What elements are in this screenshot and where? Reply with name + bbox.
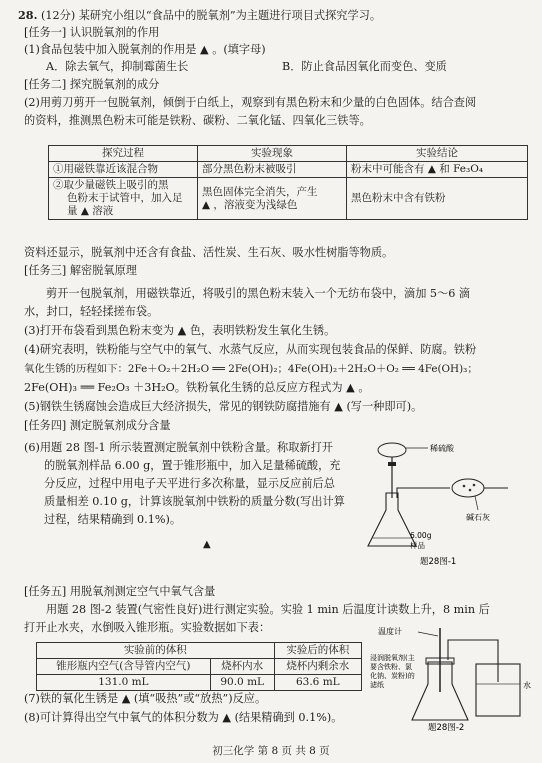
- label-paper-3: 化钠、炭粉)的: [370, 672, 415, 680]
- q6-line2: 的脱氧剂样品 6.00 g，置于锥形瓶中，加入足量稀硫酸，充: [44, 459, 341, 472]
- delivery-tube: [397, 488, 450, 498]
- q1-option-b: B．防止食品因氧化而变色、变质: [282, 60, 447, 73]
- stopcock: [388, 462, 396, 466]
- q6-line4: 质量相差 0.10 g，计算该脱氧剂中铁粉的质量分数(写出计算: [44, 495, 345, 508]
- cell-line: ②取少量磁铁上吸引的黑: [53, 179, 169, 191]
- table-cell: 烧杯内水: [210, 659, 274, 675]
- q6-line1: (6)用题 28 图-1 所示装置测定脱氧剂中铁粉含量。称取新打开: [24, 441, 333, 454]
- table-header: 实验后的体积: [274, 643, 361, 659]
- q4-line2: 氧化生锈的历程如下：2Fe＋O₂＋2H₂O ══ 2Fe(OH)₂；4Fe(OH)₂＋2H₂O＋O₂ ══ 4Fe(OH)₃；: [24, 363, 478, 375]
- task5-title: [任务五] 用脱氧剂测定空气中氧气含量: [24, 585, 216, 598]
- q4-line3: 2Fe(OH)₃ ══ Fe₂O₃ ＋3H₂O。铁粉氧化生锈的总反应方程式为 ▲ 。: [24, 381, 370, 394]
- figure-28-1: [360, 438, 535, 568]
- task5-line1: 用题 28 图-2 装置(气密性良好)进行测定实验。实验 1 min 后温度计读数上升，8 min 后: [46, 603, 490, 616]
- q2-line1: (2)用剪刀剪开一包脱氧剂，倾倒于白纸上，观察到有黑色粉末和少量的白色固体。结合查阅: [24, 96, 477, 109]
- table-cell: [198, 178, 347, 220]
- task1-title: [任务一] 认识脱氧剂的作用: [24, 26, 160, 39]
- table-cell: 部分黑色粉末被吸引: [198, 162, 347, 178]
- q8-text: (8)可计算得出空气中氧气的体积分数为 ▲ (结果精确到 0.1%)。: [24, 711, 343, 724]
- task5-line2: 打开止水夹，水倒吸入锥形瓶。实验数据如下表：: [24, 621, 271, 634]
- label-mass: 6.00g: [410, 531, 432, 540]
- drying-tube-bulb: [452, 479, 484, 497]
- label-water: 水: [523, 681, 531, 690]
- q5-text: (5)钢铁生锈腐蚀会造成巨大经济损失，常见的钢铁防腐措施有 ▲ (写一种即可)。: [24, 400, 423, 413]
- table-header: 实验结论: [347, 146, 528, 162]
- table-cell: 63.6 mL: [274, 675, 361, 691]
- table-header: 实验现象: [198, 146, 347, 162]
- cell-line: 黑色固体完全消失，产生: [202, 185, 318, 198]
- q7-text: (7)铁的氧化生锈是 ▲ (填“吸热”或“放热”)反应。: [24, 692, 267, 705]
- cell-line: 量 ▲ 溶液: [67, 205, 114, 217]
- q2-line2: 的资料，推测黑色粉末可能是铁粉、碳粉、二氧化锰、四氧化三铁等。: [24, 114, 371, 127]
- table-cell: 黑色粉末中含有铁粉: [347, 178, 528, 220]
- label-thermometer: 温度计: [378, 627, 402, 636]
- q6-line5: 过程，结果精确到 0.1%)。: [44, 513, 182, 526]
- q1-option-a: A．除去氧气，抑制霉菌生长: [46, 60, 189, 73]
- table-cell: [49, 178, 198, 220]
- task4-title: [任务四] 测定脱氧剂成分含量: [24, 419, 171, 432]
- task3-line2: 水，封口，轻轻揉搓布袋。: [24, 305, 159, 318]
- table-header: 探究过程: [49, 146, 198, 162]
- label-paper-4: 滤纸: [370, 681, 384, 689]
- cell-line: 色粉末于试管中，加入足: [67, 192, 183, 204]
- table-cell: ①用磁铁靠近该混合物: [49, 162, 198, 178]
- q3-text: (3)打开布袋看到黑色粉末变为 ▲ 色，表明铁粉发生氧化生锈。: [24, 324, 336, 337]
- funnel-bulb: [378, 443, 406, 457]
- q1-text: (1)食品包装中加入脱氧剂的作用是 ▲ 。(填字母): [24, 43, 266, 56]
- task3-title: [任务三] 解密脱氧原理: [24, 264, 137, 277]
- answer-mark: ▲: [203, 539, 211, 550]
- table-cell: 131.0 mL: [37, 675, 211, 691]
- after-table1-text: 资料还显示，脱氧剂中还含有食盐、活性炭、生石灰、吸水性树脂等物质。: [24, 246, 394, 259]
- question-header: (12分) 某研究小组以“食品中的脱氧剂”为主题进行项目式探究学习。: [41, 9, 382, 22]
- question-number: 28.: [18, 8, 38, 22]
- label-paper-1: 浸润脱氧剂(主: [370, 654, 415, 662]
- task3-line1: 剪开一包脱氧剂，用磁铁靠近，将吸引的黑色粉末装入一个无纺布袋中，滴加 5～6 滴: [46, 287, 471, 300]
- table-cell: 烧杯内剩余水: [274, 659, 361, 675]
- label-lime: 碱石灰: [466, 513, 490, 522]
- figure-caption: 题28图-1: [420, 557, 457, 567]
- inquiry-table: [48, 145, 528, 220]
- task2-title: [任务二] 探究脱氧剂的成分: [24, 78, 160, 91]
- table-cell: 90.0 mL: [210, 675, 274, 691]
- label-sample: 样品: [410, 541, 425, 550]
- page-footer: 初三化学 第 8 页 共 8 页: [212, 745, 330, 757]
- delivery-tube: [448, 640, 498, 682]
- volume-table: [36, 642, 362, 691]
- table-header: 实验前的体积: [37, 643, 275, 659]
- q4-line1: (4)研究表明，铁粉能与空气中的氧气、水蒸气反应，从而实现包装食品的保鲜、防腐。铁粉: [24, 343, 477, 356]
- figure-caption: 题28图-2: [428, 723, 465, 732]
- q6-line3: 分反应，过程中用电子天平进行多次称量，显示反应前后总: [44, 477, 335, 490]
- label-paper-2: 要含铁粉、氯: [370, 663, 412, 671]
- cell-line: ▲ ，溶液变为浅绿色: [202, 198, 298, 211]
- table-cell: 锥形瓶内空气(含导管内空气): [37, 659, 211, 675]
- label-acid: 稀硫酸: [430, 444, 454, 453]
- question-header-line: [18, 8, 532, 23]
- table-cell: 粉末中可能含有 ▲ 和 Fe₃O₄: [347, 162, 528, 178]
